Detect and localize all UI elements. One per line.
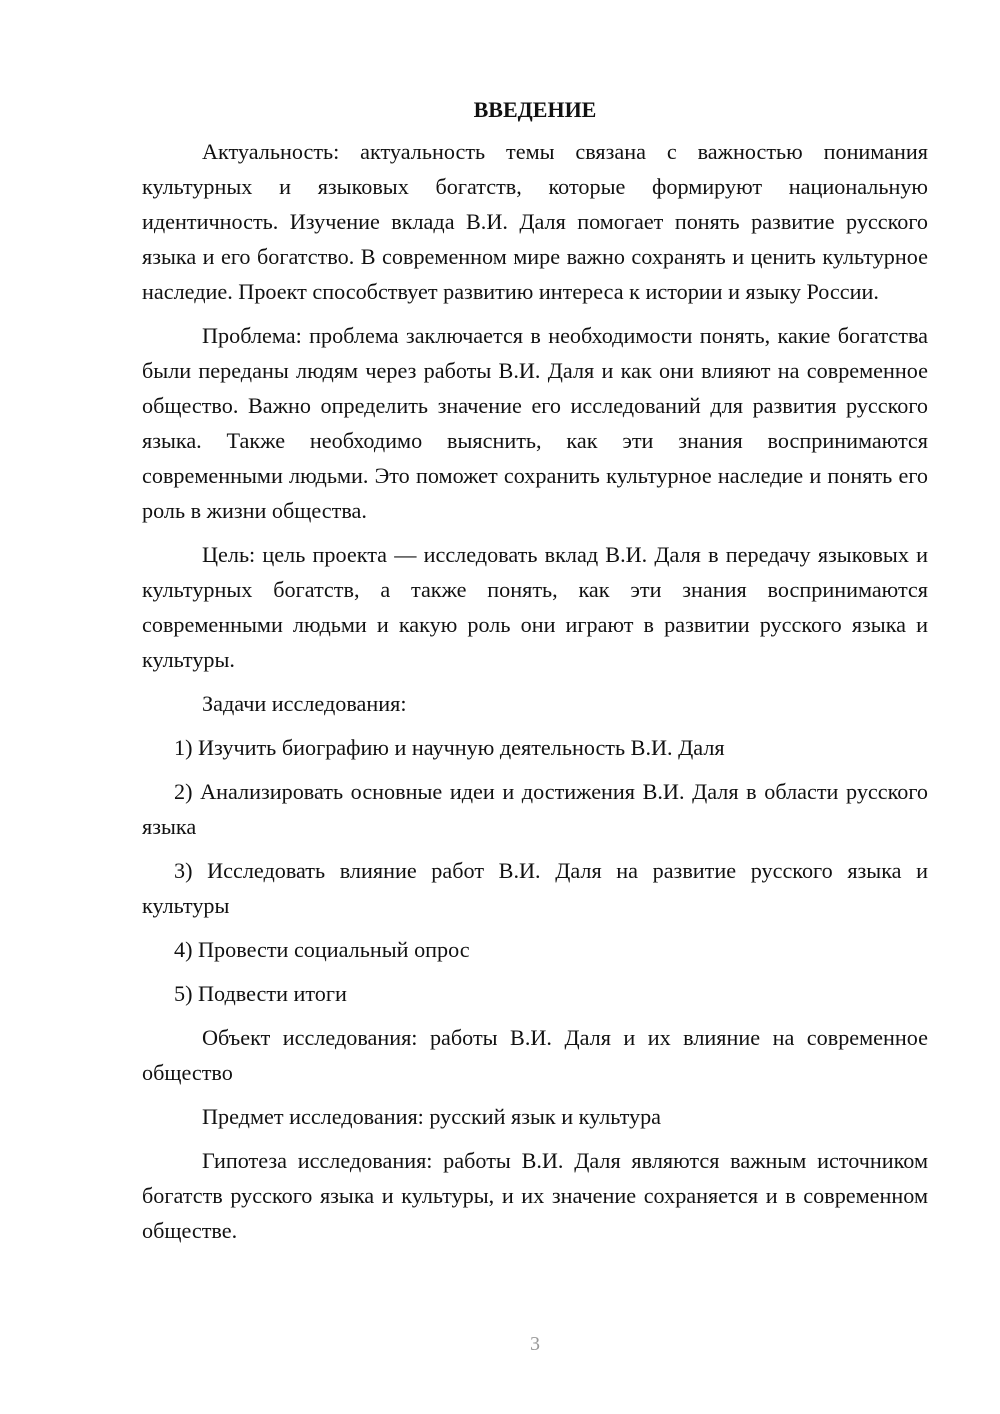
task-item: 5) Подвести итоги [174,981,347,1006]
paragraph-relevance: Актуальность: актуальность темы связана с важностью понимания культурных и языковых богатств, которые формируют национальную идентичность. Изучение вклада В.И. Даля помогает понять развитие русского языка и его богатство. В современном мире важно сохранять и ценить культурное наследие. Проект способствует развитию интереса к истории и языку России. [142,139,928,304]
tasks-title: Задачи исследования: [202,691,407,716]
paragraph-subject: Предмет исследования: русский язык и культура [202,1104,662,1129]
task-item: 3) Исследовать влияние работ В.И. Даля на развитие русского языка и культуры [142,858,928,918]
paragraph-hypothesis: Гипотеза исследования: работы В.И. Даля являются важным источником богатств русского языка и культуры, и их значение сохраняется и в современном обществе. [142,1148,928,1243]
page-number: 3 [530,1333,540,1355]
task-item: 2) Анализировать основные идеи и достижения В.И. Даля в области русского языка [142,779,928,839]
page-title: ВВЕДЕНИЕ [473,97,597,122]
paragraph-problem: Проблема: проблема заключается в необходимости понять, какие богатства были переданы людям через работы В.И. Даля и как они влияют на современное общество. Важно определить значение его исследований для развития русского языка. Также необходимо выяснить, как эти знания воспринимаются современными людьми. Это поможет сохранить культурное наследие и понять его роль в жизни общества. [142,323,928,523]
paragraph-goal: Цель: цель проекта — исследовать вклад В.И. Даля в передачу языковых и культурных богатств, а также понять, как эти знания воспринимаются современными людьми и какую роль они играют в развитии русского языка и культуры. [142,542,928,672]
task-item: 4) Провести социальный опрос [174,937,470,962]
task-item: 1) Изучить биографию и научную деятельность В.И. Даля [174,735,725,760]
paragraph-object: Объект исследования: работы В.И. Даля и их влияние на современное общество [142,1025,928,1085]
